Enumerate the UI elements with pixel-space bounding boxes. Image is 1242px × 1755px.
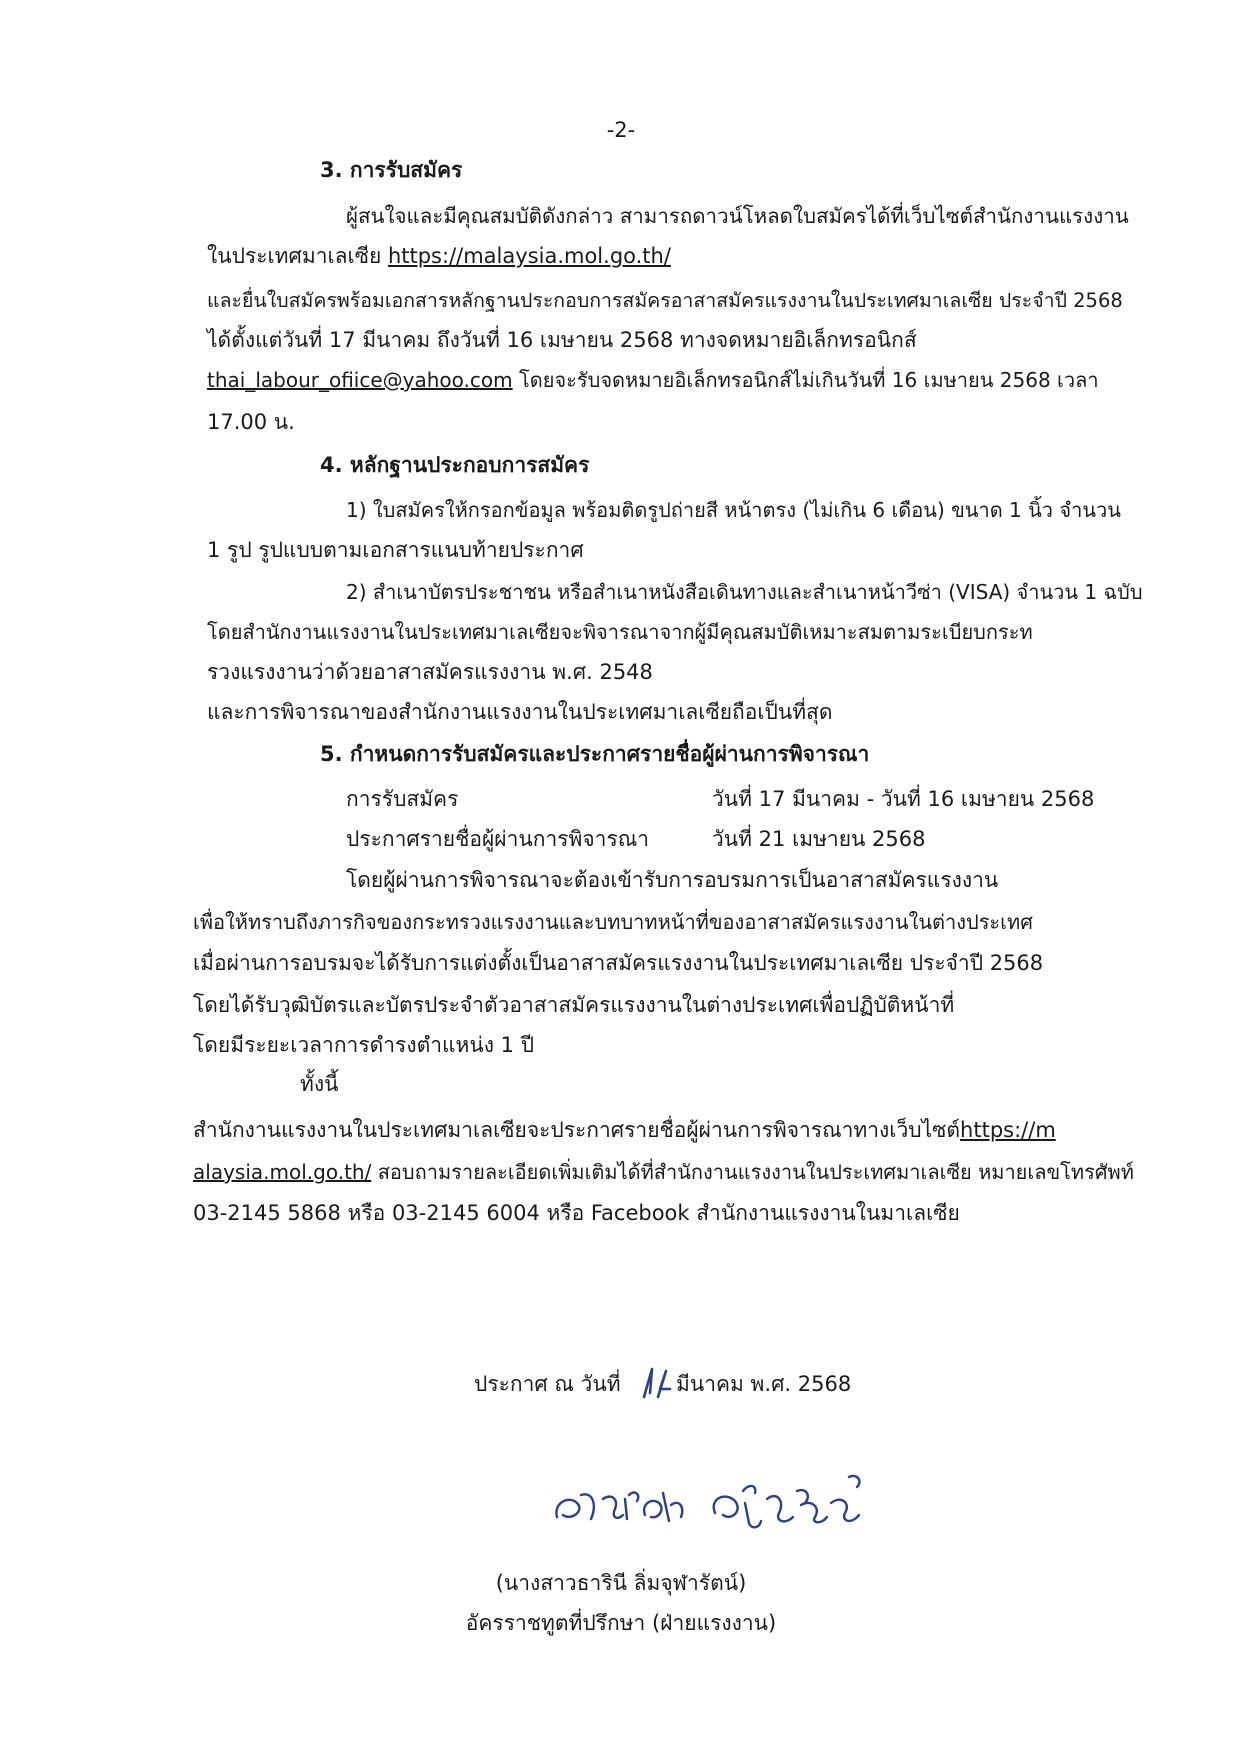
closing-line-2-text: สอบถามรายละเอียดเพิ่มเติมได้ที่สำนักงานแรงงานในประเทศมาเลเซีย หมายเลขโทรศัพท์: [377, 1160, 1134, 1184]
section-3-heading: 3. การรับสมัคร: [320, 158, 463, 182]
section-3-line-3: และยื่นใบสมัครพร้อมเอกสารหลักฐานประกอบการสมัครอาสาสมัครแรงงานในประเทศมาเลเซีย ประจำปี 2568: [207, 289, 1123, 312]
closing-line-1-text: สำนักงานแรงงานในประเทศมาเลเซียจะประกาศรายชื่อผู้ผ่านการพิจารณาทางเว็บไซต์: [193, 1118, 961, 1142]
section-4-heading: 4. หลักฐานประกอบการสมัคร: [320, 453, 590, 477]
email-link[interactable]: thai_labour_ofiice@yahoo.com: [207, 368, 513, 392]
schedule-label-2: ประกาศรายชื่อผู้ผ่านการพิจารณา: [346, 827, 650, 851]
closing-line-3: 03-2145 5868 หรือ 03-2145 6004 หรือ Facebook สำนักงานแรงงานในมาเลเซีย: [193, 1201, 960, 1225]
section-3-line-2-text: ในประเทศมาเลเซีย: [207, 244, 382, 268]
signatory-name: (นางสาวธารินี ลิ่มจุฬารัตน์): [495, 1571, 747, 1595]
website-link[interactable]: https://malaysia.mol.go.th/: [387, 244, 671, 268]
section-4-item-2-line-2: โดยสำนักงานแรงงานในประเทศมาเลเซียจะพิจารณาจากผู้มีคุณสมบัติเหมาะสมตามระเบียบกระท: [207, 620, 1033, 644]
section-4-item-1-line-1: 1) ใบสมัครให้กรอกข้อมูล พร้อมติดรูปถ่ายสี หน้าตรง (ไม่เกิน 6 เดือน) ขนาด 1 นิ้ว จำนวน: [346, 498, 1121, 522]
closing-website-link-part-1[interactable]: https://m: [960, 1118, 1056, 1142]
section-5-heading: 5. กำหนดการรับสมัครและประกาศรายชื่อผู้ผ่านการพิจารณา: [320, 742, 870, 766]
closing-line-2: [193, 1160, 1134, 1184]
announcement-prefix: ประกาศ ณ วันที่: [474, 1372, 621, 1396]
section-4-item-1-line-2: 1 รูป รูปแบบตามเอกสารแนบท้ายประกาศ: [207, 538, 584, 562]
section-4-item-2-line-1: 2) สำเนาบัตรประชาชน หรือสำเนาหนังสือเดินทางและสำเนาหน้าวีซ่า (VISA) จำนวน 1 ฉบับ: [346, 580, 1143, 604]
signature-image: [545, 1455, 875, 1545]
section-3-line-6: 17.00 น.: [207, 410, 295, 434]
schedule-date-1: วันที่ 17 มีนาคม - วันที่ 16 เมษายน 2568: [712, 787, 1095, 811]
section-5-para-line-2: เพื่อให้ทราบถึงภารกิจของกระทรวงแรงงานและบทบาทหน้าที่ของอาสาสมัครแรงงานในต่างประเทศ: [193, 910, 1033, 934]
signatory-title: อัครราชทูตที่ปรึกษา (ฝ่ายแรงงาน): [465, 1611, 777, 1635]
section-4-item-2-line-4: และการพิจารณาของสำนักงานแรงงานในประเทศมาเลเซียถือเป็นที่สุด: [207, 700, 833, 724]
closing-line-1: [193, 1118, 1056, 1143]
section-5-para-line-4: โดยได้รับวุฒิบัตรและบัตรประจำตัวอาสาสมัครแรงงานในต่างประเทศเพื่อปฏิบัติหน้าที่: [193, 993, 955, 1017]
schedule-date-2: วันที่ 21 เมษายน 2568: [712, 827, 926, 851]
section-5-para-line-1: โดยผู้ผ่านการพิจารณาจะต้องเข้ารับการอบรมการเป็นอาสาสมัครแรงงาน: [346, 868, 999, 892]
section-4-item-2-line-3: รวงแรงงานว่าด้วยอาสาสมัครแรงงาน พ.ศ. 2548: [207, 660, 653, 684]
schedule-label-1: การรับสมัคร: [346, 787, 459, 811]
announcement-suffix: มีนาคม พ.ศ. 2568: [676, 1372, 852, 1396]
section-3-line-2: [207, 244, 671, 269]
section-3-line-5-text: โดยจะรับจดหมายอิเล็กทรอนิกส์ไม่เกินวันที่ 16 เมษายน 2568 เวลา: [518, 368, 1099, 392]
handwritten-day: [636, 1363, 674, 1407]
section-3-line-1: ผู้สนใจและมีคุณสมบัติดังกล่าว สามารถดาวน์โหลดใบสมัครได้ที่เว็บไซต์สำนักงานแรงงาน: [346, 204, 1129, 228]
section-5-para-line-5: โดยมีระยะเวลาการดำรงตำแหน่ง 1 ปี: [193, 1033, 535, 1057]
closing-website-link-part-2[interactable]: alaysia.mol.go.th/: [193, 1160, 372, 1184]
page-number: -2-: [606, 118, 636, 142]
section-3-line-4: ได้ตั้งแต่วันที่ 17 มีนาคม ถึงวันที่ 16 เมษายน 2568 ทางจดหมายอิเล็กทรอนิกส์: [207, 328, 917, 352]
closing-tang-ni: ทั้งนี้: [300, 1072, 339, 1096]
section-5-para-line-3: เมื่อผ่านการอบรมจะได้รับการแต่งตั้งเป็นอาสาสมัครแรงงานในประเทศมาเลเซีย ประจำปี 2568: [193, 951, 1044, 975]
section-3-line-5: [207, 368, 1099, 392]
